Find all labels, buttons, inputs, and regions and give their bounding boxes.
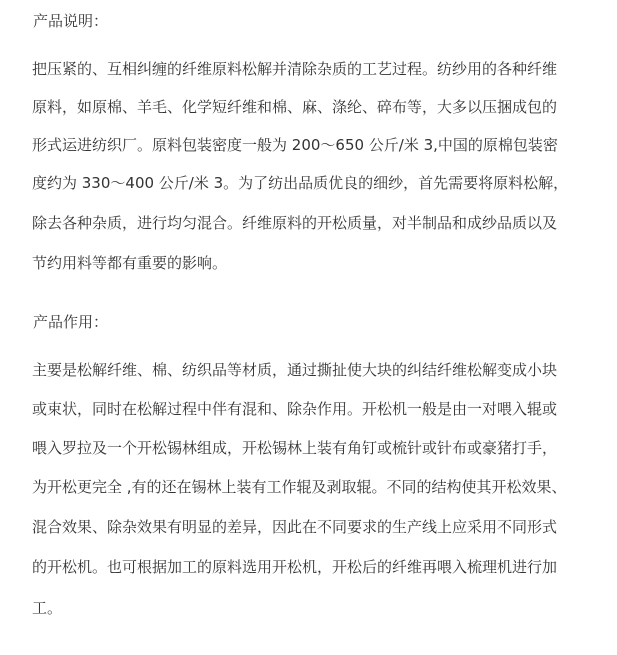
description-line-4: 度约为 330～400 公斤/米 3。为了纺出品质优良的细纱，首先需要将原料松解，: [32, 174, 569, 192]
description-line-6: 节约用料等都有重要的影响。: [32, 254, 228, 272]
description-line-5: 除去各种杂质，进行均匀混合。纤维原料的开松质量，对半制品和成纱品质以及: [32, 214, 558, 232]
section-heading-description: 产品说明：: [33, 12, 109, 30]
description-line-3: 形式运进纺织厂。原料包装密度一般为 200～650 公斤/米 3,中国的原棉包装密: [32, 136, 558, 154]
function-line-7: 工。: [32, 599, 63, 617]
function-line-5: 混合效果、除杂效果有明显的差异，因此在不同要求的生产线上应采用不同形式: [32, 518, 558, 536]
function-line-2: 或束状，同时在松解过程中伴有混和、除杂作用。开松机一般是由一对喂入辊或: [32, 400, 558, 418]
function-line-1: 主要是松解纤维、棉、纺织品等材质，通过撕扯使大块的纠结纤维松解变成小块: [32, 361, 558, 379]
section-heading-function: 产品作用：: [33, 313, 109, 331]
function-line-4: 为开松更完全 ,有的还在锡林上装有工作辊及剥取辊。不同的结构使其开松效果、: [32, 478, 567, 496]
function-line-6: 的开松机。也可根据加工的原料选用开松机，开松后的纤维再喂入梳理机进行加: [32, 558, 558, 576]
function-line-3: 喂入罗拉及一个开松锡林组成，开松锡林上装有角钉或梳针或针布或豪猪打手，: [32, 439, 558, 457]
description-line-1: 把压紧的、互相纠缠的纤维原料松解并清除杂质的工艺过程。纺纱用的各种纤维: [32, 60, 558, 78]
description-line-2: 原料，如原棉、羊毛、化学短纤维和棉、麻、涤纶、碎布等，大多以压捆成包的: [32, 98, 558, 116]
